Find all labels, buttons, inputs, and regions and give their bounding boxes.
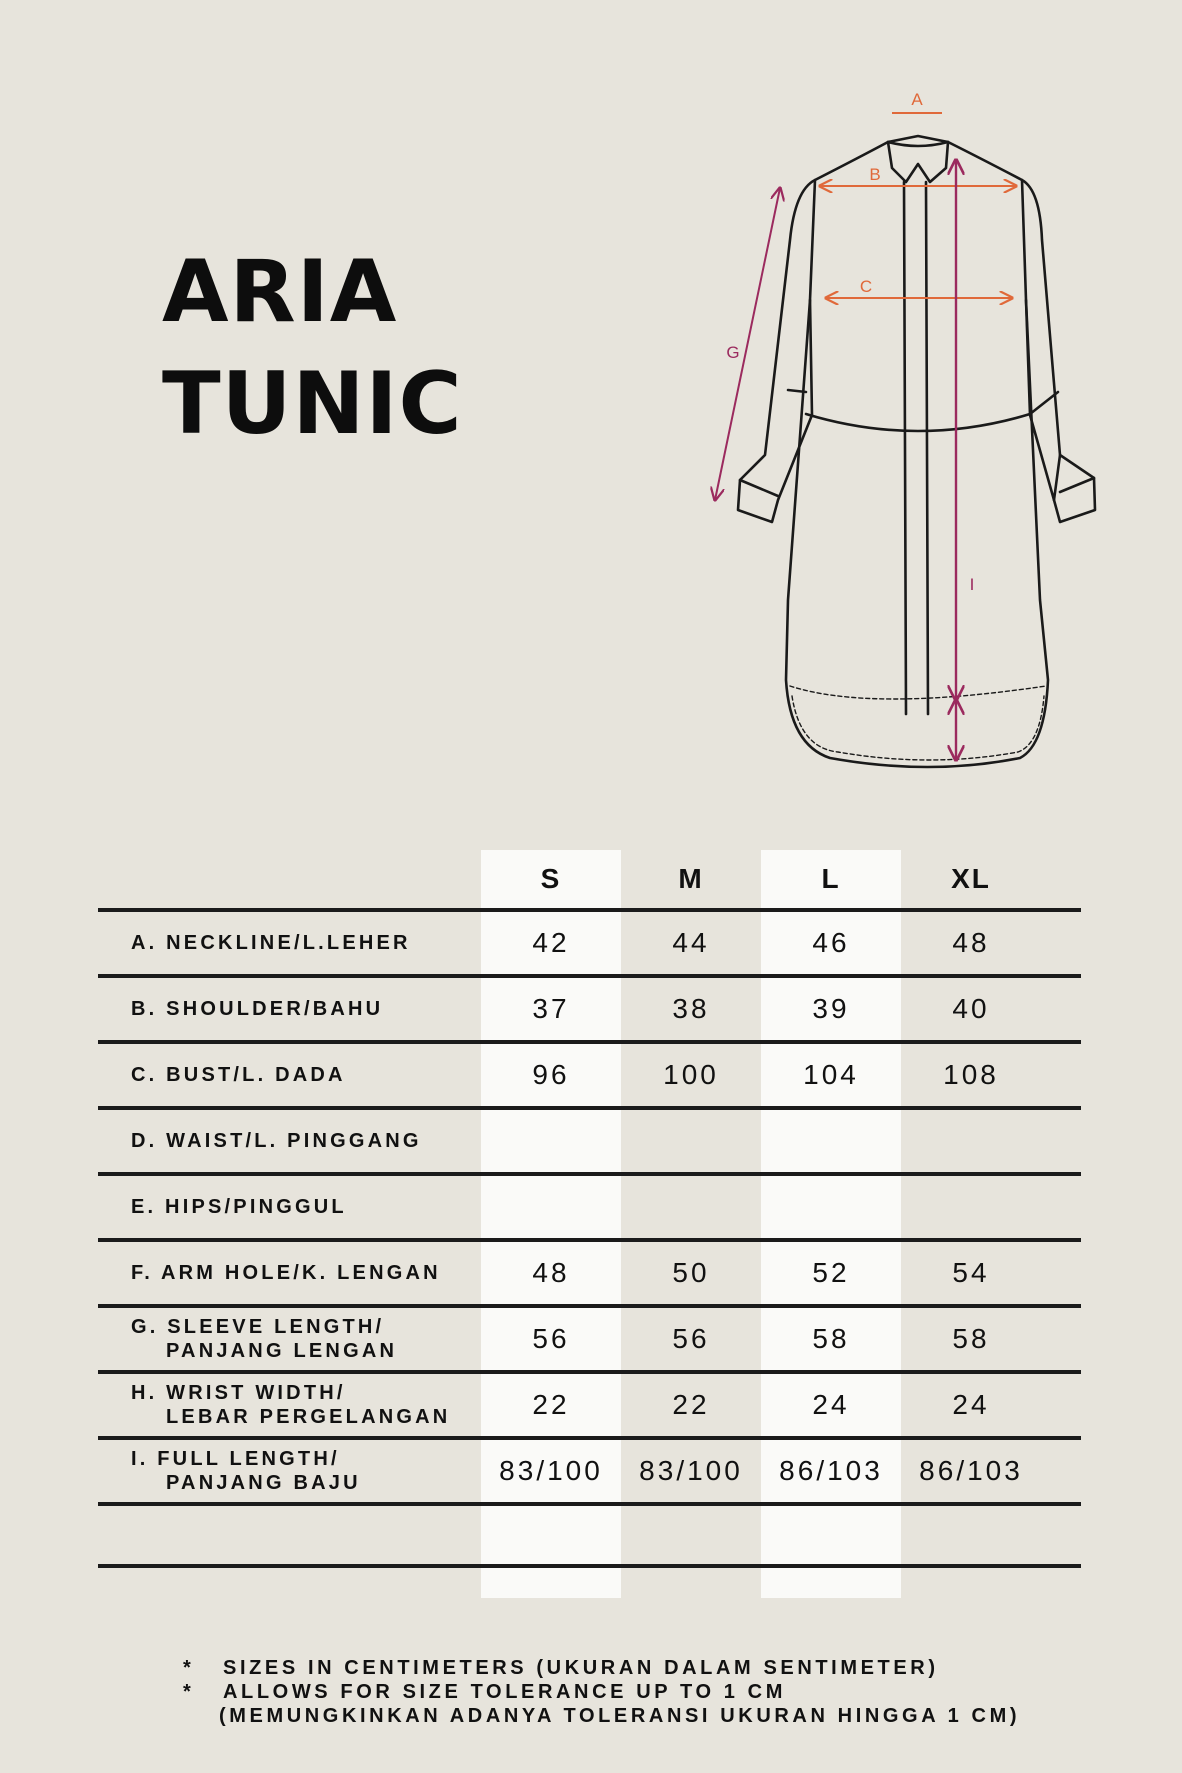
table-cell: 96	[532, 1059, 570, 1090]
table-cell: 42	[532, 927, 570, 958]
table-cell: 38	[672, 993, 710, 1024]
table-cell: 24	[812, 1389, 850, 1420]
table-row	[98, 1106, 1081, 1172]
row-label-line: H. WRIST WIDTH/	[131, 1382, 346, 1404]
table-row	[98, 1436, 1081, 1502]
table-cell: 24	[952, 1389, 990, 1420]
size-notes	[183, 1656, 1020, 1728]
measure-g	[715, 188, 780, 500]
row-label	[98, 1381, 481, 1429]
row-label	[98, 1063, 481, 1087]
table-cell: 37	[532, 993, 570, 1024]
size-table	[98, 850, 1081, 1568]
table-row	[98, 974, 1081, 1040]
row-label	[98, 1195, 481, 1219]
table-cell: 86/103	[779, 1455, 883, 1486]
measure-b	[820, 165, 1016, 186]
row-label-line-2: LEBAR PERGELANGAN	[166, 1406, 451, 1428]
table-cell: 52	[812, 1257, 850, 1288]
measure-c	[826, 277, 1012, 298]
table-cell: 46	[812, 927, 850, 958]
measure-i-label: I	[969, 575, 975, 594]
note-bullet: *	[183, 1657, 195, 1679]
row-label	[98, 931, 481, 955]
row-label-line: G. SLEEVE LENGTH/	[131, 1316, 385, 1338]
table-row	[98, 1238, 1081, 1304]
table-cell: 83/100	[639, 1455, 743, 1486]
note-line-1	[183, 1656, 1020, 1680]
row-label-line: B. SHOULDER/BAHU	[131, 998, 384, 1020]
row-label	[98, 1447, 481, 1495]
note-text: ALLOWS FOR SIZE TOLERANCE UP TO 1 CM	[223, 1681, 786, 1703]
table-cell: 54	[952, 1257, 990, 1288]
row-label	[98, 1261, 481, 1285]
table-cell: 58	[812, 1323, 850, 1354]
note-bullet: *	[183, 1681, 195, 1703]
note-line-2	[183, 1680, 1020, 1704]
table-cell: 56	[532, 1323, 570, 1354]
title-line-1: ARIA	[162, 242, 398, 342]
note-line-3: (MEMUNGKINKAN ADANYA TOLERANSI UKURAN HINGGA 1 CM)	[219, 1705, 1021, 1727]
size-header: S	[540, 863, 562, 894]
table-header-row	[98, 850, 1081, 908]
table-cell: 22	[672, 1389, 710, 1420]
measure-c-label: C	[859, 277, 873, 296]
row-label	[98, 1129, 481, 1153]
size-header: XL	[951, 863, 991, 894]
row-label-line: A. NECKLINE/L.LEHER	[131, 932, 411, 954]
size-header: M	[678, 863, 704, 894]
title-line-2: TUNIC	[162, 354, 463, 454]
size-header: L	[821, 863, 841, 894]
row-label-line: D. WAIST/L. PINGGANG	[131, 1130, 422, 1152]
table-cell: 86/103	[919, 1455, 1023, 1486]
table-cell: 39	[812, 993, 850, 1024]
table-cell: 83/100	[499, 1455, 603, 1486]
table-row	[98, 908, 1081, 974]
table-cell: 104	[803, 1059, 859, 1090]
table-cell: 58	[952, 1323, 990, 1354]
row-label-line: C. BUST/L. DADA	[131, 1064, 346, 1086]
table-cell: 50	[672, 1257, 710, 1288]
table-cell: 100	[663, 1059, 719, 1090]
measure-b-label: B	[869, 165, 881, 184]
table-cell: 44	[672, 927, 710, 958]
table-row	[98, 1040, 1081, 1106]
table-row	[98, 1304, 1081, 1370]
table-row	[98, 1172, 1081, 1238]
row-label	[98, 997, 481, 1021]
table-cell: 108	[943, 1059, 999, 1090]
row-label	[98, 1315, 481, 1363]
table-cell: 56	[672, 1323, 710, 1354]
measure-g-label: G	[726, 343, 740, 362]
measure-a-label: A	[911, 90, 923, 109]
row-label-line: F. ARM HOLE/K. LENGAN	[131, 1262, 441, 1284]
product-title	[162, 236, 463, 460]
row-label-line: I. FULL LENGTH/	[131, 1448, 340, 1470]
table-cell: 48	[952, 927, 990, 958]
row-label-line-2: PANJANG BAJU	[166, 1472, 361, 1494]
table-cell: 48	[532, 1257, 570, 1288]
row-label-line: E. HIPS/PINGGUL	[131, 1196, 347, 1218]
row-label-line-2: PANJANG LENGAN	[166, 1340, 398, 1362]
table-row-empty	[98, 1502, 1081, 1568]
tunic-outline	[738, 136, 1095, 767]
measure-i	[956, 160, 974, 760]
table-cell: 22	[532, 1389, 570, 1420]
tunic-measurement-diagram	[680, 80, 1120, 780]
note-text: SIZES IN CENTIMETERS (UKURAN DALAM SENTIMETER)	[223, 1657, 939, 1679]
measure-a	[892, 90, 942, 113]
table-row	[98, 1370, 1081, 1436]
table-cell: 40	[952, 993, 990, 1024]
